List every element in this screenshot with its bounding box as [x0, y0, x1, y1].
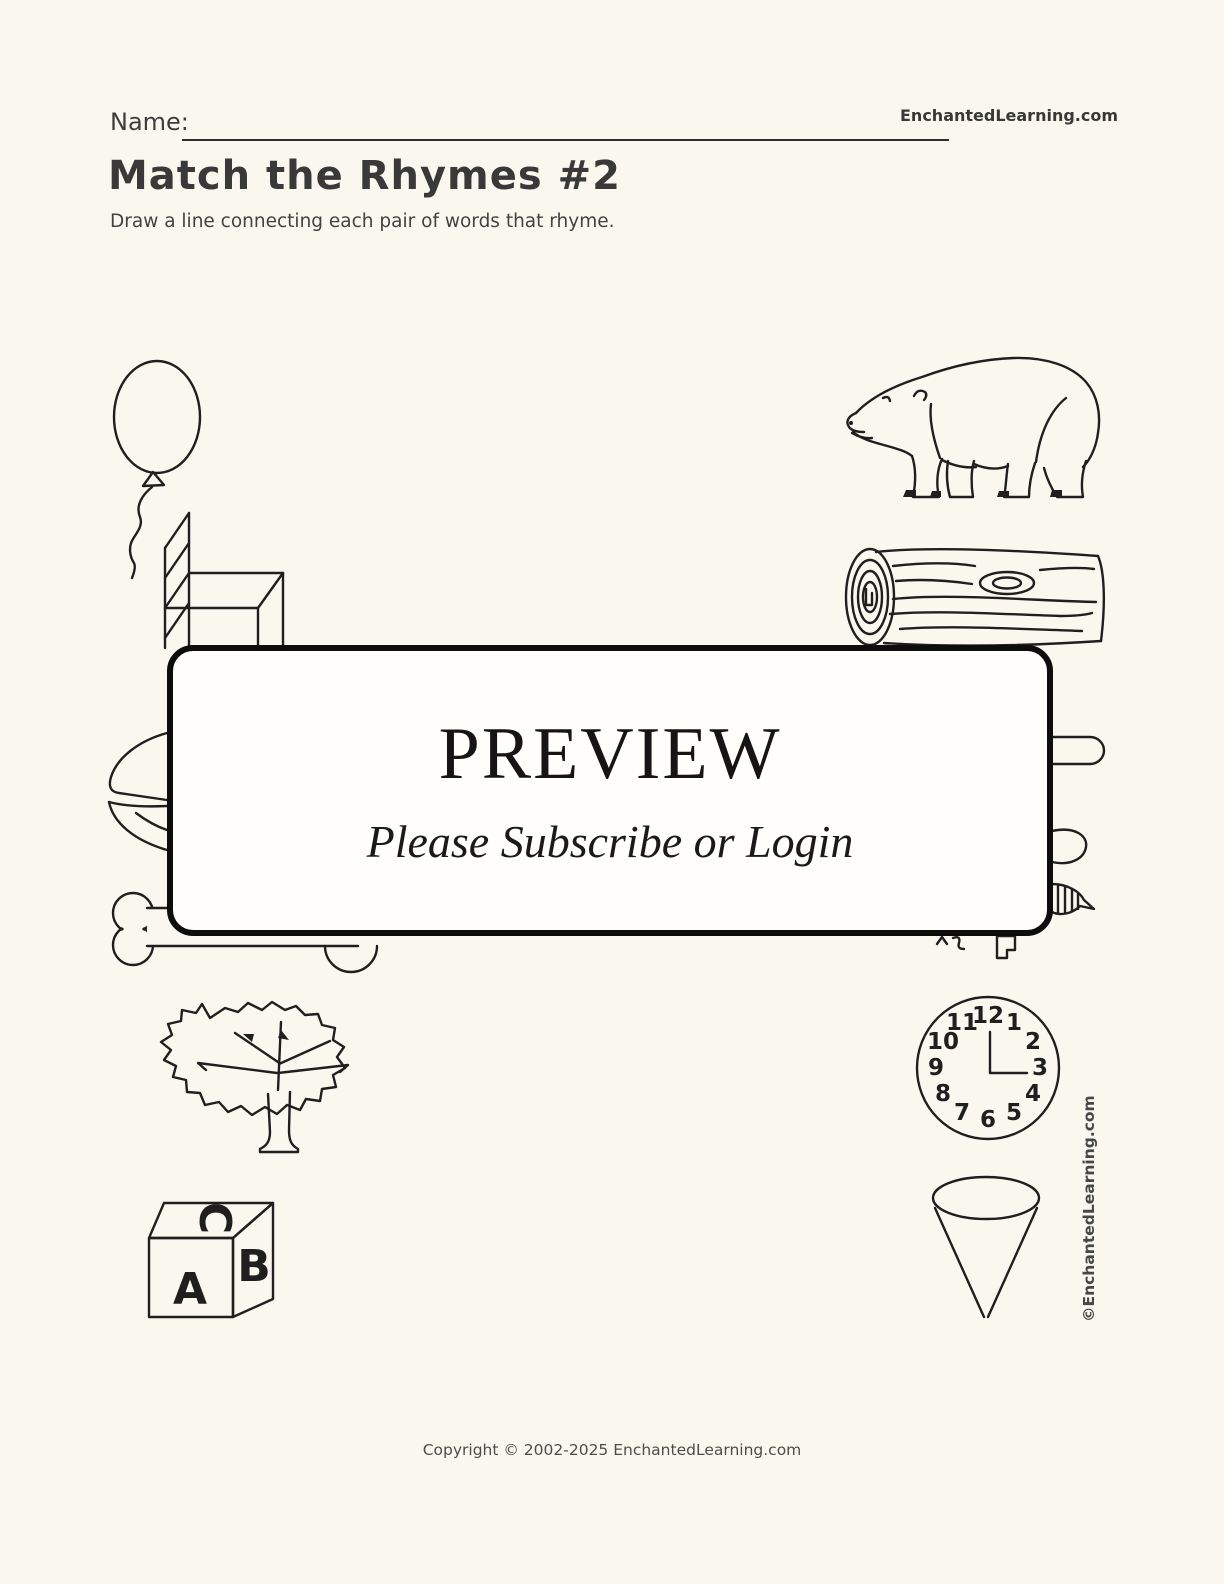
- page-title: Match the Rhymes #2: [108, 153, 621, 199]
- clock-numeral-1: 1: [1005, 1010, 1023, 1036]
- preview-subscribe-login-text: Please Subscribe or Login: [366, 815, 854, 867]
- wagon-wheel-fragment: [325, 946, 377, 972]
- clock-numeral-6: 6: [979, 1107, 997, 1133]
- block-letter-front: A: [172, 1264, 208, 1315]
- clock-drawing: [917, 997, 1059, 1139]
- vertical-watermark: ©EnchantedLearning.com: [1080, 1095, 1098, 1322]
- tree-drawing: [161, 1002, 348, 1152]
- copyright-text: Copyright © 2002-2025 EnchantedLearning.com: [422, 1441, 802, 1459]
- name-label: Name:: [110, 108, 189, 136]
- ice-cream-cone-drawing: [933, 1177, 1039, 1317]
- block-letter-top: C: [189, 1201, 240, 1235]
- clock-numeral-3: 3: [1031, 1055, 1049, 1081]
- chair-drawing: [165, 513, 283, 648]
- clock-numeral-9: 9: [927, 1055, 945, 1081]
- hidden-drawing-fragments-right: [1052, 737, 1104, 914]
- site-name: EnchantedLearning.com: [900, 106, 1119, 125]
- hidden-drawing-fragments-bottom: [937, 936, 1015, 958]
- clock-numeral-2: 2: [1024, 1029, 1042, 1055]
- clock-numeral-11: 11: [945, 1010, 979, 1036]
- block-letter-side: B: [237, 1241, 271, 1292]
- clock-numeral-8: 8: [934, 1081, 952, 1107]
- instruction-text: Draw a line connecting each pair of words that rhyme.: [110, 211, 615, 232]
- leaf-drawing: [109, 733, 167, 850]
- preview-heading: PREVIEW: [438, 712, 782, 795]
- clock-numeral-4: 4: [1024, 1081, 1042, 1107]
- log-drawing: [846, 549, 1104, 646]
- bear-drawing: [847, 358, 1099, 497]
- alphabet-block-drawing: [149, 1202, 273, 1317]
- clock-numeral-5: 5: [1005, 1100, 1023, 1126]
- preview-overlay: [167, 645, 1053, 936]
- clock-numeral-7: 7: [953, 1100, 971, 1126]
- clock-numeral-10: 10: [926, 1029, 960, 1055]
- clock-numeral-12: 12: [971, 1003, 1005, 1029]
